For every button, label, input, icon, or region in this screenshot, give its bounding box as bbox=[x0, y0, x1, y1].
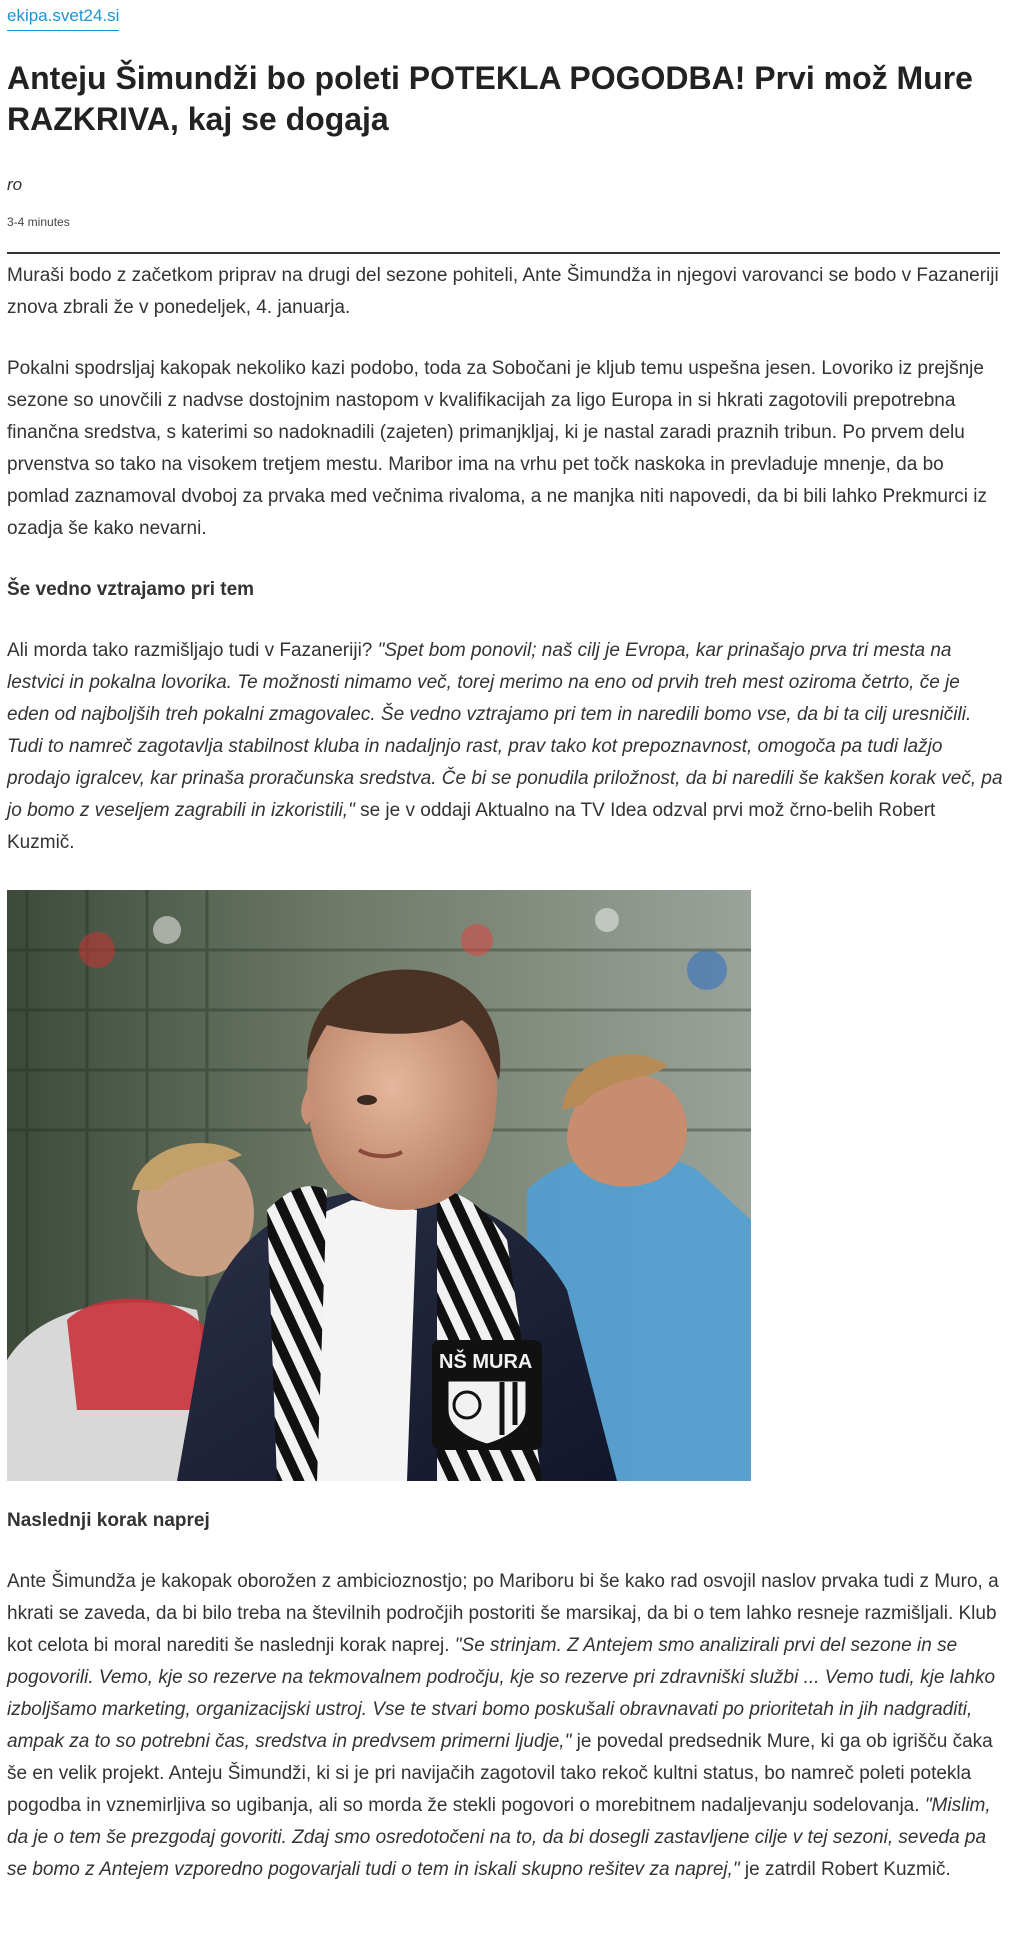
header-divider bbox=[7, 252, 1000, 254]
source-link[interactable]: ekipa.svet24.si bbox=[7, 5, 119, 31]
paragraph-4-part-c: je zatrdil Robert Kuzmič. bbox=[739, 1859, 951, 1880]
subheading-2: Naslednji korak naprej bbox=[7, 1510, 210, 1531]
subheading-1: Še vedno vztrajamo pri tem bbox=[7, 579, 255, 600]
paragraph-4-quote-1: "Se strinjam. Z Antejem smo analizirali prvi del sezone in se pogovorili. Vemo, kje so rezerve na tekmovalnem področju, kje so rezerve pri zdravniški službi ... Vemo tudi, kje lahko izboljšamo marketing, organizacijski ustroj. Vse te stvari bomo poskušali obravnavati po prioritetah in jih nadgraditi, ampak za to so potrebni čas, sredstva in predvsem primerni ljudje," bbox=[7, 1635, 996, 1752]
paragraph-4-quote-2: "Mislim, da je o tem še prezgodaj govoriti. Zdaj smo osredotočeni na to, da bi dosegli zastavljene cilje v tej sezoni, seveda pa se bomo z Antejem vzporedno pogovarjali tudi o tem in iskali skupno rešitev za naprej," bbox=[7, 1795, 991, 1880]
paragraph-4 bbox=[7, 1566, 1005, 1886]
paragraph-3-quote: "Spet bom ponovil; naš cilj je Evropa, kar prinašajo prva tri mesta na lestvici in pokalna lovorika. Te možnosti nimamo več, torej merimo na eno od prvih treh mest oziroma četrto, če je eden od najboljših treh pokalni zmagovalec. Še vedno vztrajamo pri tem in naredili bomo vse, da bi ta cilj uresničili. Tudi to namreč zagotavlja stabilnost kluba in nadaljnjo rast, prav tako kot prepoznavnost, omogoča pa tudi lažjo prodajo igralcev, kar prinaša proračunska sredstva. Če bi se ponudila priložnost, da bi naredili še kakšen korak več, pa jo bomo z veseljem zagrabili in izkoristili," bbox=[7, 640, 1003, 821]
paragraph-2: Pokalni spodrsljaj kakopak nekoliko kazi podobo, toda za Sobočani je kljub temu uspešna jesen. Lovoriko iz prejšnje sezone so unovčili z nadvse dostojnim nastopom v kvalifikacijah za ligo Europa in si hkrati zagotovili prepotrebna finančna sredstva, s katerimi so nadoknadili (zajeten) primanjkljaj, ki je nastal zaradi praznih tribun. Po prvem delu prvenstva so tako na visokem tretjem mestu. Maribor ima na vrhu pet točk naskoka in prevladuje mnenje, da bo pomlad zaznamoval dvoboj za prvaka med večnima rivaloma, a ne manjka niti napovedi, da bi bili lahko Prekmurci iz ozadja še kako nevarni. bbox=[7, 358, 988, 539]
paragraph-1: Muraši bodo z začetkom priprav na drugi del sezone pohiteli, Ante Šimundža in njegovi varovanci se bodo v Fazaneriji znova zbrali že v ponedeljek, 4. januarja. bbox=[7, 265, 999, 318]
paragraph-3-intro: Ali morda tako razmišljajo tudi v Fazaneriji? bbox=[7, 640, 378, 661]
article-title: Anteju Šimundži bo poleti POTEKLA POGODBA! Prvi mož Mure RAZKRIVA, kaj se dogaja bbox=[7, 60, 973, 137]
paragraph-4-part-b: je povedal predsednik Mure, ki ga ob igrišču čaka še en velik projekt. Anteju Šimundži, ki si je pri navijačih zagotovil tako rekoč kultni status, bo namreč poleti potekla pogodba in vznemirljiva so ugibanja, ali so morda že stekli pogovori o morebitnem nadaljevanju sodelovanja. bbox=[7, 1731, 993, 1816]
read-time: 3-4 minutes bbox=[7, 215, 70, 229]
paragraph-3 bbox=[7, 635, 1005, 859]
paragraph-3-outro: se je v oddaji Aktualno na TV Idea odzval prvi mož črno-belih Robert Kuzmič. bbox=[7, 800, 936, 853]
scarf-text: NŠ MURA bbox=[439, 1351, 533, 1373]
article-author: ro bbox=[7, 175, 23, 194]
paragraph-4-part-a: Ante Šimundža je kakopak oborožen z ambicioznostjo; po Mariboru bi še kako rad osvojil naslov prvaka tudi z Muro, a hkrati se zaveda, da bi bilo treba na številnih področjih postoriti še marsikaj, da bi o tem lahko resneje razmišljali. Klub kot celota bi moral narediti še naslednji korak naprej. bbox=[7, 1571, 999, 1656]
article-photo bbox=[7, 890, 751, 1481]
